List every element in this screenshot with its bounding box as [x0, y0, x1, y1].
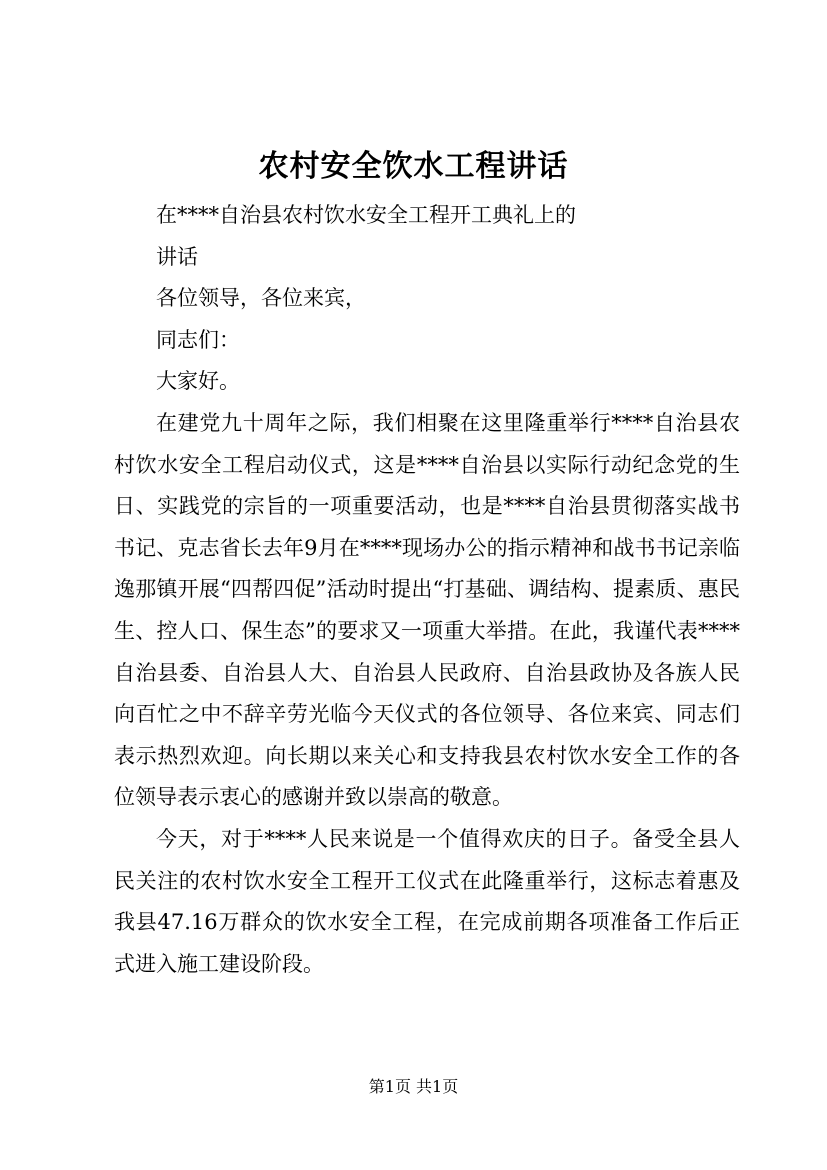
document-title: 农村安全饮水工程讲话 — [258, 149, 569, 184]
document-body — [114, 195, 740, 985]
paragraph-body-2: 今天，对于****人民来说是一个值得欢庆的日子。备受全县人民关注的农村饮水安全工程开工仪式在此隆重举行，这标志着惠及我县47.16万群众的饮水安全工程，在完成前期各项准备工作后正式进入施工建设阶段。 — [114, 826, 740, 976]
page-footer: 第1页 共1页 — [368, 1077, 459, 1096]
paragraph-greeting: 大家好。 — [156, 369, 240, 394]
paragraph-salutation: 各位领导，各位来宾， — [156, 286, 366, 311]
paragraph-subtitle-line1: 在****自治县农村饮水安全工程开工典礼上的 — [156, 203, 576, 227]
paragraph-comrades: 同志们： — [156, 327, 240, 352]
paragraph-subtitle-line2: 讲话 — [156, 244, 198, 269]
paragraph-body-1: 在建党九十周年之际，我们相聚在这里隆重举行****自治县农村饮水安全工程启动仪式，这是****自治县以实际行动纪念党的生日、实践党的宗旨的一项重要活动，也是****自治县贯彻落实战书书记、克志省长去年9月在****现场办公的指示精神和战书书记亲临逸那镇开展“四帮四促”活动时提出“打基础、调结构、提素质、惠民生、控人口、保生态”的要求又一项重大举措。在此，我谨代表****自治县委、自治县人大、自治县人民政府、自治县政协及各族人民向百忙之中不辞辛劳光临今天仪式的各位领导、各位来宾、同志们表示热烈欢迎。向长期以来关心和支持我县农村饮水安全工作的各位领导表示衷心的感谢并致以崇高的敬意。 — [114, 410, 740, 810]
